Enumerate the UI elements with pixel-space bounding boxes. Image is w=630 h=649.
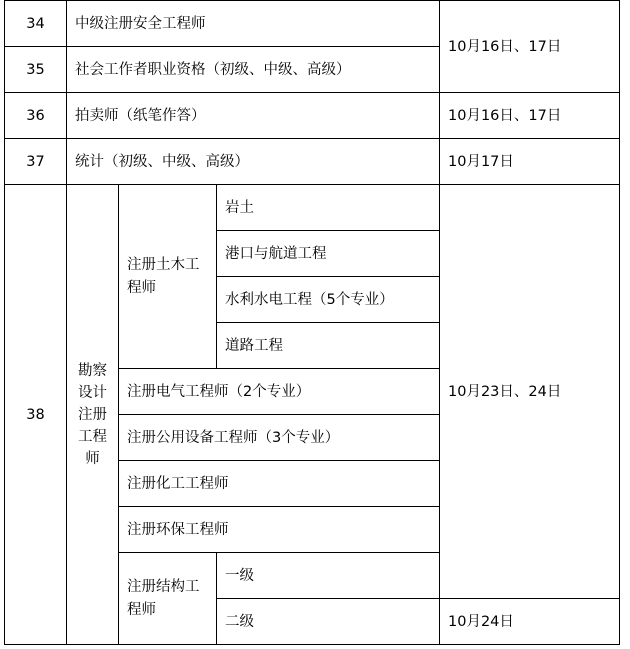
exam-date: 10月17日 (440, 139, 620, 185)
row-number: 38 (5, 185, 67, 645)
specialty-name: 道路工程 (217, 323, 440, 369)
exam-name: 拍卖师（纸笔作答） (67, 93, 440, 139)
table-row (5, 1, 620, 47)
row-number: 36 (5, 93, 67, 139)
exam-date: 10月24日 (440, 599, 620, 645)
specialty-name: 岩土 (217, 185, 440, 231)
exam-date: 10月16日、17日 (440, 1, 620, 93)
exam-name: 注册环保工程师 (119, 507, 440, 553)
specialty-name: 港口与航道工程 (217, 231, 440, 277)
row-number: 37 (5, 139, 67, 185)
exam-date: 10月16日、17日 (440, 93, 620, 139)
exam-name: 中级注册安全工程师 (67, 1, 440, 47)
exam-schedule-table-body (4, 0, 620, 645)
exam-date: 10月23日、24日 (440, 185, 620, 599)
row-number: 34 (5, 1, 67, 47)
level-name: 二级 (217, 599, 440, 645)
level-name: 一级 (217, 553, 440, 599)
table-row (5, 93, 620, 139)
exam-name: 社会工作者职业资格（初级、中级、高级） (67, 47, 440, 93)
exam-name: 注册公用设备工程师（3个专业） (119, 415, 440, 461)
civil-engineer-name: 注册土木工程师 (119, 185, 217, 369)
structural-engineer-name: 注册结构工程师 (119, 553, 217, 645)
exam-group-name: 勘察设计注册工程师 (67, 185, 119, 645)
exam-name: 统计（初级、中级、高级） (67, 139, 440, 185)
specialty-name: 水利水电工程（5个专业） (217, 277, 440, 323)
row-number: 35 (5, 47, 67, 93)
table-row (5, 185, 620, 231)
table-row (5, 139, 620, 185)
exam-name: 注册化工工程师 (119, 461, 440, 507)
exam-name: 注册电气工程师（2个专业） (119, 369, 440, 415)
